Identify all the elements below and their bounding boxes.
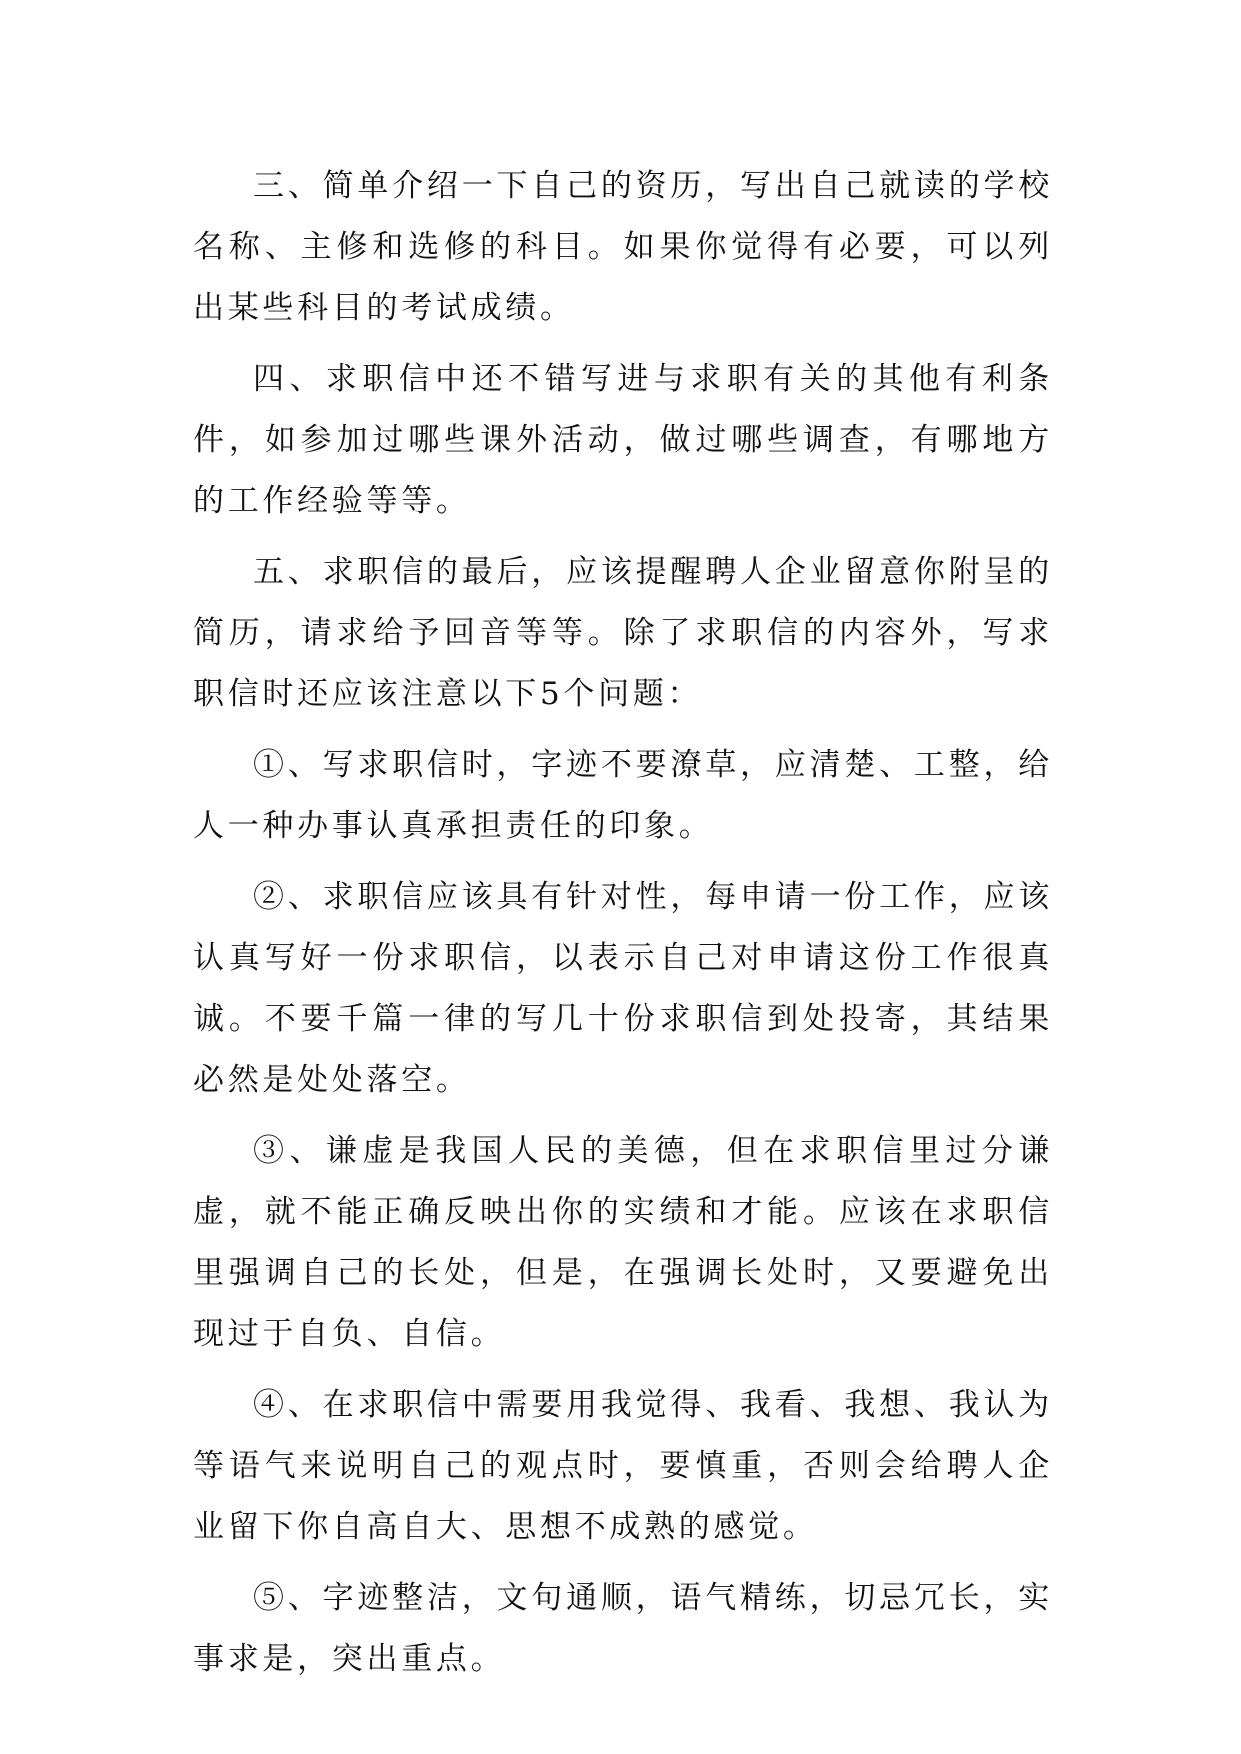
paragraph-point-2: ②、求职信应该具有针对性，每申请一份工作，应该认真写好一份求职信，以表示自己对申请这份工作很真诚。不要千篇一律的写几十份求职信到处投寄，其结果必然是处处落空。 xyxy=(193,879,1053,1098)
paragraph-point-1: ①、写求职信时，字迹不要潦草，应清楚、工整，给人一种办事认真承担责任的印象。 xyxy=(193,747,1053,844)
paragraph-section-5: 五、求职信的最后，应该提醒聘人企业留意你附呈的简历，请求给予回音等等。除了求职信的内容外，写求职信时还应该注意以下5个问题： xyxy=(193,554,1053,712)
paragraph-point-4: ④、在求职信中需要用我觉得、我看、我想、我认为等语气来说明自己的观点时，要慎重，否则会给聘人企业留下你自高自大、思想不成熟的感觉。 xyxy=(193,1387,1053,1545)
document-body xyxy=(193,156,1053,1700)
paragraph-point-3: ③、谦虚是我国人民的美德，但在求职信里过分谦虚，就不能正确反映出你的实绩和才能。应该在求职信里强调自己的长处，但是，在强调长处时，又要避免出现过于自负、自信。 xyxy=(193,1133,1053,1352)
paragraph-point-5: ⑤、字迹整洁，文句通顺，语气精练，切忌冗长，实事求是，突出重点。 xyxy=(193,1580,1053,1677)
paragraph-section-4: 四、求职信中还不错写进与求职有关的其他有利条件，如参加过哪些课外活动，做过哪些调查，有哪地方的工作经验等等。 xyxy=(193,361,1053,519)
paragraph-section-3: 三、简单介绍一下自己的资历，写出自己就读的学校名称、主修和选修的科目。如果你觉得有必要，可以列出某些科目的考试成绩。 xyxy=(193,168,1053,326)
